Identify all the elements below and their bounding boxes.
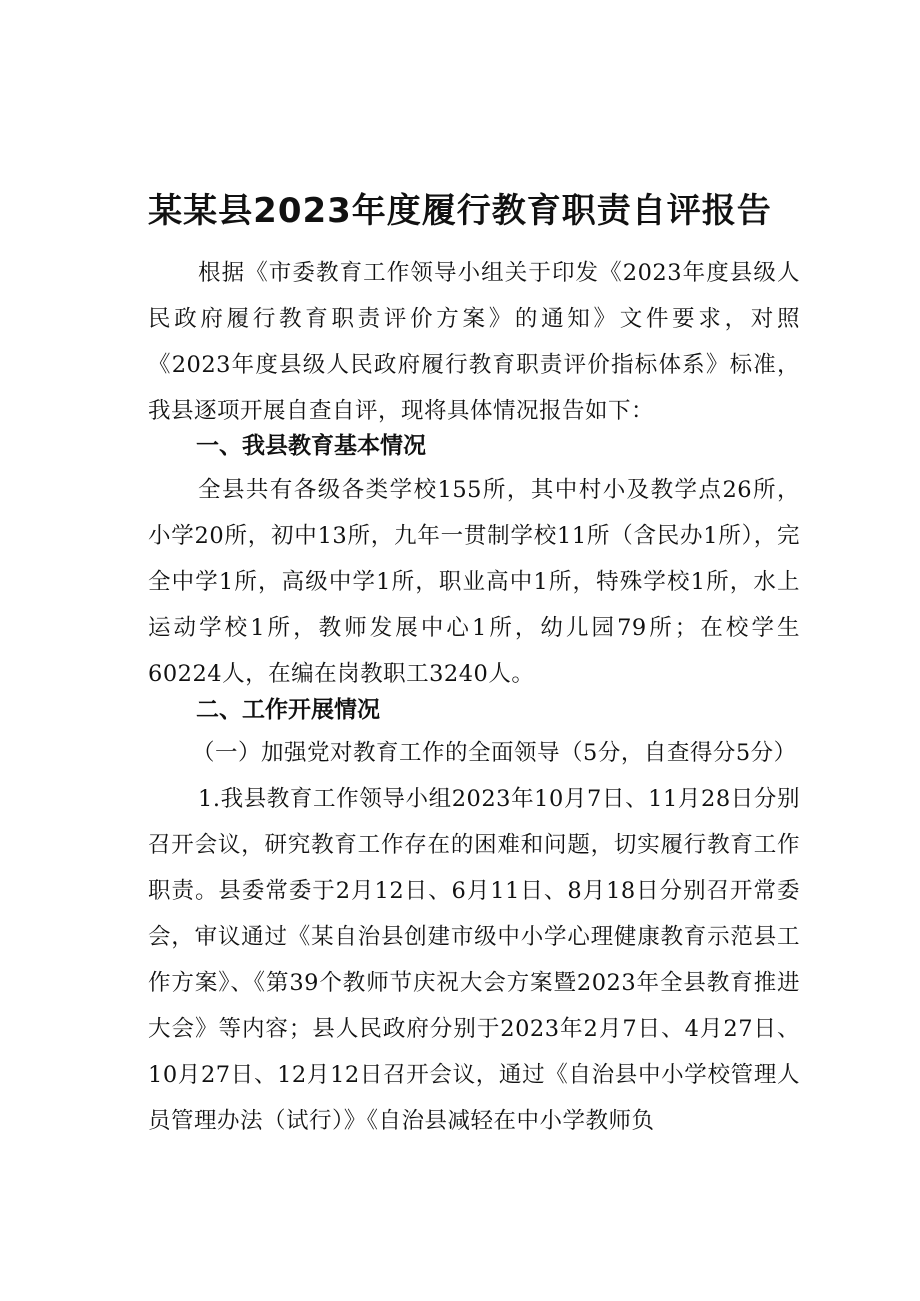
subsection-heading-1: （一）加强党对教育工作的全面领导（5分，自查得分5分） [192, 740, 797, 766]
section-1-paragraph: 全县共有各级各类学校155所，其中村小及教学点26所，小学20所，初中13所，九年一贯制学校11所（含民办1所），完全中学1所，高级中学1所，职业高中1所，特殊学校1所，水上运动学校1所，教师发展中心1所，幼儿园79所；在校学生60224人，在编在岗教职工3240人。 [148, 477, 800, 687]
section-heading-1: 一、我县教育基本情况 [196, 433, 426, 459]
document-title: 某某县2023年度履行教育职责自评报告 [148, 190, 772, 231]
section-heading-2: 二、工作开展情况 [196, 697, 380, 723]
intro-paragraph: 根据《市委教育工作领导小组关于印发《2023年度县级人民政府履行教育职责评价方案》的通知》文件要求，对照《2023年度县级人民政府履行教育职责评价指标体系》标准，我县逐项开展自查自评，现将具体情况报告如下： [148, 260, 800, 424]
subsection-1-paragraph: 1.我县教育工作领导小组2023年10月7日、11月28日分别召开会议，研究教育工作存在的困难和问题，切实履行教育工作职责。县委常委于2月12日、6月11日、8月18日分别召开常委会，审议通过《某自治县创建市级中小学心理健康教育示范县工作方案》、《第39个教师节庆祝大会方案暨2023年全县教育推进大会》等内容；县人民政府分别于2023年2月7日、4月27日、10月27日、12月12日召开会议，通过《自治县中小学校管理人员管理办法（试行）》《自治县减轻在中小学教师负 [148, 786, 800, 1134]
